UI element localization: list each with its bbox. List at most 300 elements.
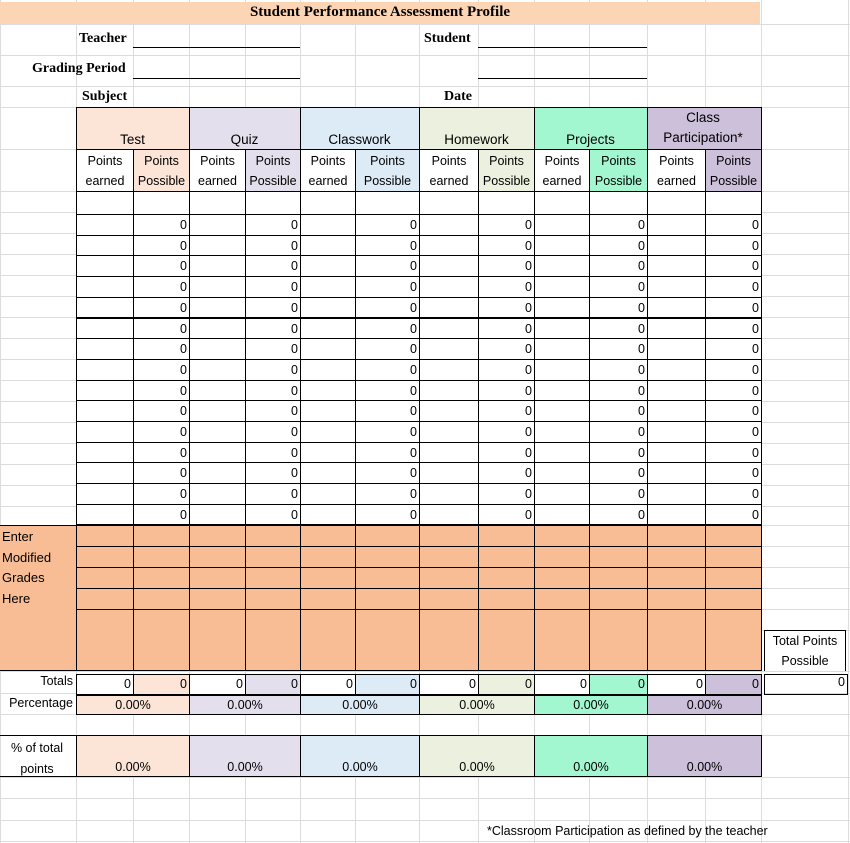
- points-earned-cell[interactable]: [76, 318, 134, 340]
- modified-grade-cell[interactable]: [478, 609, 535, 671]
- table-cell-blank[interactable]: [76, 191, 134, 215]
- points-earned-cell[interactable]: [534, 504, 590, 526]
- points-earned-cell[interactable]: [76, 235, 134, 257]
- points-possible-cell[interactable]: 0: [589, 504, 648, 526]
- points-possible-cell[interactable]: 0: [705, 380, 762, 402]
- points-possible-header: Points Possible: [133, 149, 190, 192]
- gridline-horizontal: [0, 55, 850, 56]
- modified-grade-cell[interactable]: [355, 567, 420, 589]
- points-earned-cell[interactable]: [76, 462, 134, 484]
- percentage-cell: 0.00%: [419, 695, 535, 715]
- points-possible-cell[interactable]: 0: [705, 255, 762, 277]
- points-possible-cell[interactable]: 0: [705, 421, 762, 443]
- points-earned-cell[interactable]: [647, 214, 706, 236]
- modified-grade-cell[interactable]: [76, 525, 134, 547]
- points-possible-cell[interactable]: 0: [478, 380, 535, 402]
- points-possible-cell[interactable]: 0: [245, 483, 301, 505]
- total-points-possible-label: Total Points Possible: [764, 630, 846, 671]
- points-possible-cell[interactable]: 0: [133, 483, 190, 505]
- points-earned-cell[interactable]: [534, 421, 590, 443]
- modified-grade-cell[interactable]: [534, 588, 590, 610]
- points-possible-cell[interactable]: 0: [478, 297, 535, 319]
- table-cell-blank[interactable]: [133, 191, 190, 215]
- modified-grade-cell[interactable]: [705, 588, 762, 610]
- modified-grade-cell[interactable]: [419, 567, 479, 589]
- points-earned-cell[interactable]: [189, 255, 246, 277]
- modified-grade-cell[interactable]: [534, 567, 590, 589]
- gridline-horizontal: [0, 798, 850, 799]
- points-earned-cell[interactable]: [300, 380, 356, 402]
- points-earned-cell[interactable]: [76, 483, 134, 505]
- points-possible-cell[interactable]: 0: [705, 318, 762, 340]
- points-earned-cell[interactable]: [419, 421, 479, 443]
- points-possible-cell[interactable]: 0: [478, 235, 535, 257]
- totals-cell: 0: [300, 674, 356, 695]
- points-earned-cell[interactable]: [76, 214, 134, 236]
- points-possible-cell[interactable]: 0: [133, 400, 190, 422]
- modified-grade-cell[interactable]: [355, 609, 420, 671]
- points-possible-cell[interactable]: 0: [705, 338, 762, 360]
- points-earned-cell[interactable]: [534, 235, 590, 257]
- points-earned-header: Points earned: [419, 149, 479, 192]
- modified-grade-cell[interactable]: [300, 567, 356, 589]
- points-earned-cell[interactable]: [300, 318, 356, 340]
- modified-grade-cell[interactable]: [245, 567, 301, 589]
- points-earned-cell[interactable]: [647, 318, 706, 340]
- points-possible-cell[interactable]: 0: [355, 255, 420, 277]
- student-field-line2[interactable]: [478, 78, 647, 79]
- points-earned-cell[interactable]: [189, 442, 246, 464]
- modified-grade-cell[interactable]: [478, 525, 535, 547]
- points-possible-cell[interactable]: 0: [133, 214, 190, 236]
- points-possible-cell[interactable]: 0: [133, 504, 190, 526]
- points-possible-cell[interactable]: 0: [133, 462, 190, 484]
- points-possible-cell[interactable]: 0: [478, 338, 535, 360]
- table-cell-blank[interactable]: [534, 191, 590, 215]
- points-earned-cell[interactable]: [76, 276, 134, 298]
- points-possible-cell[interactable]: 0: [589, 235, 648, 257]
- points-possible-cell[interactable]: 0: [245, 297, 301, 319]
- modified-grade-cell[interactable]: [705, 525, 762, 547]
- points-possible-cell[interactable]: 0: [589, 255, 648, 277]
- modified-grade-cell[interactable]: [300, 525, 356, 547]
- points-earned-header: Points earned: [647, 149, 706, 192]
- table-cell-blank[interactable]: [589, 191, 648, 215]
- points-possible-cell[interactable]: 0: [355, 214, 420, 236]
- points-earned-cell[interactable]: [647, 421, 706, 443]
- modified-grade-cell[interactable]: [189, 525, 246, 547]
- modified-grade-cell[interactable]: [647, 567, 706, 589]
- points-earned-cell[interactable]: [647, 483, 706, 505]
- points-possible-header: Points Possible: [355, 149, 420, 192]
- points-possible-cell[interactable]: 0: [589, 276, 648, 298]
- totals-cell: 0: [705, 674, 762, 695]
- points-possible-cell[interactable]: 0: [705, 235, 762, 257]
- modified-grade-cell[interactable]: [478, 567, 535, 589]
- points-earned-cell[interactable]: [189, 235, 246, 257]
- points-possible-cell[interactable]: 0: [245, 318, 301, 340]
- points-possible-cell[interactable]: 0: [355, 276, 420, 298]
- points-earned-cell[interactable]: [534, 214, 590, 236]
- modified-grade-cell[interactable]: [133, 525, 190, 547]
- points-possible-cell[interactable]: 0: [478, 462, 535, 484]
- points-earned-cell[interactable]: [647, 442, 706, 464]
- modified-grade-cell[interactable]: [589, 588, 648, 610]
- points-possible-cell[interactable]: 0: [245, 235, 301, 257]
- points-possible-cell[interactable]: 0: [355, 442, 420, 464]
- totals-cell: 0: [478, 674, 535, 695]
- modified-grade-cell[interactable]: [534, 525, 590, 547]
- modified-grade-cell[interactable]: [705, 609, 762, 671]
- percent-of-total-label: % of total points: [10, 741, 64, 776]
- points-earned-cell[interactable]: [300, 462, 356, 484]
- points-earned-cell[interactable]: [419, 462, 479, 484]
- footnote: *Classroom Participation as defined by the teacher: [487, 824, 768, 838]
- percentage-cell: 0.00%: [647, 695, 762, 715]
- points-possible-cell[interactable]: 0: [705, 297, 762, 319]
- points-possible-cell[interactable]: 0: [355, 504, 420, 526]
- points-possible-cell[interactable]: 0: [705, 483, 762, 505]
- totals-label: Totals: [40, 674, 73, 688]
- points-possible-cell[interactable]: 0: [705, 359, 762, 381]
- gridline-horizontal: [0, 86, 850, 87]
- points-earned-cell[interactable]: [189, 504, 246, 526]
- points-possible-cell[interactable]: 0: [589, 442, 648, 464]
- points-possible-cell[interactable]: 0: [133, 235, 190, 257]
- points-earned-cell[interactable]: [419, 442, 479, 464]
- points-earned-cell[interactable]: [419, 483, 479, 505]
- table-cell-blank[interactable]: [419, 191, 479, 215]
- points-earned-cell[interactable]: [76, 359, 134, 381]
- points-possible-cell[interactable]: 0: [355, 462, 420, 484]
- modified-grade-cell[interactable]: [589, 525, 648, 547]
- table-cell-blank[interactable]: [300, 191, 356, 215]
- modified-grade-cell[interactable]: [419, 525, 479, 547]
- points-possible-cell[interactable]: 0: [478, 276, 535, 298]
- percentage-cell: 0.00%: [189, 695, 301, 715]
- points-earned-cell[interactable]: [300, 297, 356, 319]
- points-earned-cell[interactable]: [189, 338, 246, 360]
- points-possible-cell[interactable]: 0: [478, 359, 535, 381]
- table-cell-blank[interactable]: [189, 191, 246, 215]
- category-header-6: Class Participation*: [663, 110, 743, 145]
- points-possible-cell[interactable]: 0: [133, 255, 190, 277]
- points-possible-cell[interactable]: 0: [133, 318, 190, 340]
- points-earned-cell[interactable]: [300, 483, 356, 505]
- modified-grade-cell[interactable]: [478, 588, 535, 610]
- points-possible-cell[interactable]: 0: [133, 442, 190, 464]
- points-possible-cell[interactable]: 0: [133, 380, 190, 402]
- percentage-cell: 0.00%: [76, 695, 190, 715]
- points-earned-cell[interactable]: [76, 400, 134, 422]
- modified-grade-cell[interactable]: [133, 609, 190, 671]
- points-earned-cell[interactable]: [300, 400, 356, 422]
- modified-grade-cell[interactable]: [76, 546, 134, 568]
- gridline-horizontal: [0, 24, 850, 25]
- points-possible-cell[interactable]: 0: [478, 214, 535, 236]
- points-earned-cell[interactable]: [76, 255, 134, 277]
- points-earned-cell[interactable]: [189, 318, 246, 340]
- modified-grade-cell[interactable]: [245, 588, 301, 610]
- points-earned-cell[interactable]: [189, 380, 246, 402]
- points-earned-cell[interactable]: [534, 359, 590, 381]
- modified-grade-cell[interactable]: [705, 567, 762, 589]
- modified-grade-cell[interactable]: [245, 525, 301, 547]
- gridline-horizontal: [0, 841, 850, 842]
- points-earned-cell[interactable]: [534, 380, 590, 402]
- points-possible-cell[interactable]: 0: [133, 276, 190, 298]
- totals-cell: 0: [189, 674, 246, 695]
- grand-total-value: 0: [764, 674, 848, 695]
- points-possible-header: Points Possible: [245, 149, 301, 192]
- modified-grade-cell[interactable]: [76, 567, 134, 589]
- modified-grade-cell[interactable]: [419, 546, 479, 568]
- points-earned-cell[interactable]: [647, 276, 706, 298]
- points-earned-cell[interactable]: [300, 504, 356, 526]
- percentage-cell: 0.00%: [534, 695, 648, 715]
- points-possible-cell[interactable]: 0: [245, 359, 301, 381]
- points-possible-cell[interactable]: 0: [478, 504, 535, 526]
- points-possible-cell[interactable]: 0: [355, 380, 420, 402]
- modified-grade-cell[interactable]: [76, 588, 134, 610]
- points-possible-cell[interactable]: 0: [589, 462, 648, 484]
- modified-grade-cell[interactable]: [647, 609, 706, 671]
- points-earned-cell[interactable]: [647, 338, 706, 360]
- points-earned-cell[interactable]: [419, 504, 479, 526]
- modified-grade-cell[interactable]: [705, 546, 762, 568]
- points-earned-cell[interactable]: [647, 504, 706, 526]
- points-earned-cell[interactable]: [189, 276, 246, 298]
- points-earned-cell[interactable]: [534, 297, 590, 319]
- points-earned-cell[interactable]: [189, 462, 246, 484]
- points-earned-cell[interactable]: [419, 338, 479, 360]
- points-possible-cell[interactable]: 0: [245, 255, 301, 277]
- points-possible-cell[interactable]: 0: [478, 318, 535, 340]
- modified-grade-cell[interactable]: [133, 546, 190, 568]
- totals-cell: 0: [419, 674, 479, 695]
- modified-grade-cell[interactable]: [355, 546, 420, 568]
- subject-label: Subject: [82, 89, 128, 104]
- points-possible-cell[interactable]: 0: [589, 318, 648, 340]
- points-possible-cell[interactable]: 0: [589, 380, 648, 402]
- points-possible-cell[interactable]: 0: [589, 421, 648, 443]
- points-earned-cell[interactable]: [647, 380, 706, 402]
- modified-grade-cell[interactable]: [419, 588, 479, 610]
- points-possible-cell[interactable]: 0: [245, 380, 301, 402]
- modified-grade-cell[interactable]: [589, 567, 648, 589]
- points-possible-cell[interactable]: 0: [245, 400, 301, 422]
- modified-grade-cell[interactable]: [647, 525, 706, 547]
- points-earned-cell[interactable]: [647, 462, 706, 484]
- grading-period-label: Grading Period: [32, 61, 126, 76]
- modified-grade-cell[interactable]: [300, 609, 356, 671]
- points-possible-cell[interactable]: 0: [245, 214, 301, 236]
- points-possible-cell[interactable]: 0: [589, 297, 648, 319]
- points-possible-cell[interactable]: 0: [589, 400, 648, 422]
- points-earned-cell[interactable]: [76, 338, 134, 360]
- points-earned-cell[interactable]: [189, 359, 246, 381]
- totals-cell: 0: [589, 674, 648, 695]
- points-earned-cell[interactable]: [647, 255, 706, 277]
- points-earned-cell[interactable]: [300, 255, 356, 277]
- points-earned-cell[interactable]: [300, 421, 356, 443]
- modified-grade-cell[interactable]: [189, 609, 246, 671]
- points-earned-cell[interactable]: [419, 400, 479, 422]
- points-earned-cell[interactable]: [534, 483, 590, 505]
- points-earned-cell[interactable]: [76, 504, 134, 526]
- table-cell-blank[interactable]: [647, 191, 706, 215]
- grading-period-field[interactable]: [133, 78, 300, 79]
- modified-grade-cell[interactable]: [300, 588, 356, 610]
- teacher-field[interactable]: [133, 47, 300, 48]
- points-earned-header: Points earned: [534, 149, 590, 192]
- points-possible-cell[interactable]: 0: [355, 338, 420, 360]
- gridline-horizontal: [0, 777, 850, 778]
- points-possible-header: Points Possible: [589, 149, 648, 192]
- points-possible-cell[interactable]: 0: [589, 338, 648, 360]
- points-earned-cell[interactable]: [534, 276, 590, 298]
- points-earned-cell[interactable]: [534, 462, 590, 484]
- points-possible-cell[interactable]: 0: [355, 359, 420, 381]
- points-earned-cell[interactable]: [419, 380, 479, 402]
- points-earned-cell[interactable]: [534, 400, 590, 422]
- points-earned-cell[interactable]: [419, 359, 479, 381]
- points-earned-cell[interactable]: [534, 338, 590, 360]
- points-earned-cell[interactable]: [647, 235, 706, 257]
- points-possible-cell[interactable]: 0: [355, 483, 420, 505]
- points-possible-cell[interactable]: 0: [478, 400, 535, 422]
- points-possible-cell[interactable]: 0: [705, 214, 762, 236]
- points-possible-cell[interactable]: 0: [245, 338, 301, 360]
- teacher-label: Teacher: [79, 31, 127, 46]
- points-earned-cell[interactable]: [189, 421, 246, 443]
- points-possible-cell[interactable]: 0: [245, 442, 301, 464]
- points-possible-cell[interactable]: 0: [355, 235, 420, 257]
- points-earned-cell[interactable]: [76, 442, 134, 464]
- totals-cell: 0: [534, 674, 590, 695]
- points-possible-cell[interactable]: 0: [245, 504, 301, 526]
- points-possible-cell[interactable]: 0: [478, 483, 535, 505]
- points-possible-cell[interactable]: 0: [589, 483, 648, 505]
- modified-grade-cell[interactable]: [647, 546, 706, 568]
- percentage-label: Percentage: [9, 696, 73, 710]
- percent-of-total-row-border: [0, 735, 761, 777]
- points-earned-cell[interactable]: [76, 297, 134, 319]
- date-label: Date: [444, 89, 472, 104]
- modified-grade-cell[interactable]: [189, 567, 246, 589]
- points-earned-cell[interactable]: [300, 359, 356, 381]
- modified-grade-cell[interactable]: [419, 609, 479, 671]
- points-possible-cell[interactable]: 0: [589, 359, 648, 381]
- points-earned-cell[interactable]: [419, 318, 479, 340]
- points-earned-cell[interactable]: [189, 400, 246, 422]
- points-earned-cell[interactable]: [76, 421, 134, 443]
- points-earned-cell[interactable]: [419, 276, 479, 298]
- points-earned-cell[interactable]: [300, 442, 356, 464]
- points-earned-cell[interactable]: [300, 276, 356, 298]
- points-earned-cell[interactable]: [647, 297, 706, 319]
- points-earned-cell[interactable]: [647, 400, 706, 422]
- modified-grade-cell[interactable]: [245, 609, 301, 671]
- points-possible-cell[interactable]: 0: [589, 214, 648, 236]
- modified-grade-cell[interactable]: [189, 588, 246, 610]
- points-earned-cell[interactable]: [534, 318, 590, 340]
- points-earned-cell[interactable]: [419, 255, 479, 277]
- modified-grade-cell[interactable]: [245, 546, 301, 568]
- table-cell-blank[interactable]: [245, 191, 301, 215]
- table-cell-blank[interactable]: [705, 191, 762, 215]
- points-possible-cell[interactable]: 0: [355, 400, 420, 422]
- points-possible-cell[interactable]: 0: [705, 442, 762, 464]
- points-possible-cell[interactable]: 0: [705, 504, 762, 526]
- modified-grade-cell[interactable]: [478, 546, 535, 568]
- percent-of-total-cell: 0.00%: [419, 735, 535, 777]
- points-possible-cell[interactable]: 0: [245, 462, 301, 484]
- modified-grade-cell[interactable]: [133, 567, 190, 589]
- points-possible-cell[interactable]: 0: [705, 462, 762, 484]
- points-earned-cell[interactable]: [76, 380, 134, 402]
- points-earned-cell[interactable]: [300, 235, 356, 257]
- points-possible-cell[interactable]: 0: [355, 318, 420, 340]
- student-field[interactable]: [478, 47, 647, 48]
- totals-cell: 0: [355, 674, 420, 695]
- points-earned-cell[interactable]: [419, 297, 479, 319]
- student-label: Student: [424, 31, 471, 46]
- points-possible-cell[interactable]: 0: [705, 400, 762, 422]
- points-earned-header: Points earned: [189, 149, 246, 192]
- points-possible-cell[interactable]: 0: [133, 338, 190, 360]
- points-possible-cell[interactable]: 0: [245, 276, 301, 298]
- points-earned-cell[interactable]: [189, 297, 246, 319]
- points-earned-cell[interactable]: [300, 338, 356, 360]
- points-earned-cell[interactable]: [647, 359, 706, 381]
- modified-grade-cell[interactable]: [189, 546, 246, 568]
- points-possible-cell[interactable]: 0: [355, 421, 420, 443]
- points-possible-cell[interactable]: 0: [478, 421, 535, 443]
- page-title: Student Performance Assessment Profile: [249, 4, 511, 20]
- points-possible-cell[interactable]: 0: [478, 255, 535, 277]
- modified-grade-cell[interactable]: [534, 546, 590, 568]
- modified-grade-cell[interactable]: [300, 546, 356, 568]
- points-earned-cell[interactable]: [419, 214, 479, 236]
- modified-grade-cell[interactable]: [355, 525, 420, 547]
- points-possible-cell[interactable]: 0: [133, 297, 190, 319]
- percent-of-total-cell: 0.00%: [647, 735, 762, 777]
- modified-grade-cell[interactable]: [589, 609, 648, 671]
- points-earned-cell[interactable]: [189, 483, 246, 505]
- points-earned-cell[interactable]: [300, 214, 356, 236]
- points-possible-cell[interactable]: 0: [245, 421, 301, 443]
- modified-grade-cell[interactable]: [355, 588, 420, 610]
- modified-grade-cell[interactable]: [647, 588, 706, 610]
- modified-grade-cell[interactable]: [76, 609, 134, 671]
- points-possible-cell[interactable]: 0: [133, 359, 190, 381]
- modified-grade-cell[interactable]: [534, 609, 590, 671]
- points-possible-cell[interactable]: 0: [705, 276, 762, 298]
- modified-grade-cell[interactable]: [589, 546, 648, 568]
- modified-grade-cell[interactable]: [133, 588, 190, 610]
- points-earned-cell[interactable]: [534, 255, 590, 277]
- table-cell-blank[interactable]: [355, 191, 420, 215]
- points-earned-cell[interactable]: [189, 214, 246, 236]
- table-cell-blank[interactable]: [478, 191, 535, 215]
- points-possible-cell[interactable]: 0: [355, 297, 420, 319]
- points-possible-cell[interactable]: 0: [133, 421, 190, 443]
- points-possible-cell[interactable]: 0: [478, 442, 535, 464]
- points-earned-cell[interactable]: [419, 235, 479, 257]
- percent-of-total-cell: 0.00%: [76, 735, 190, 777]
- points-earned-cell[interactable]: [534, 442, 590, 464]
